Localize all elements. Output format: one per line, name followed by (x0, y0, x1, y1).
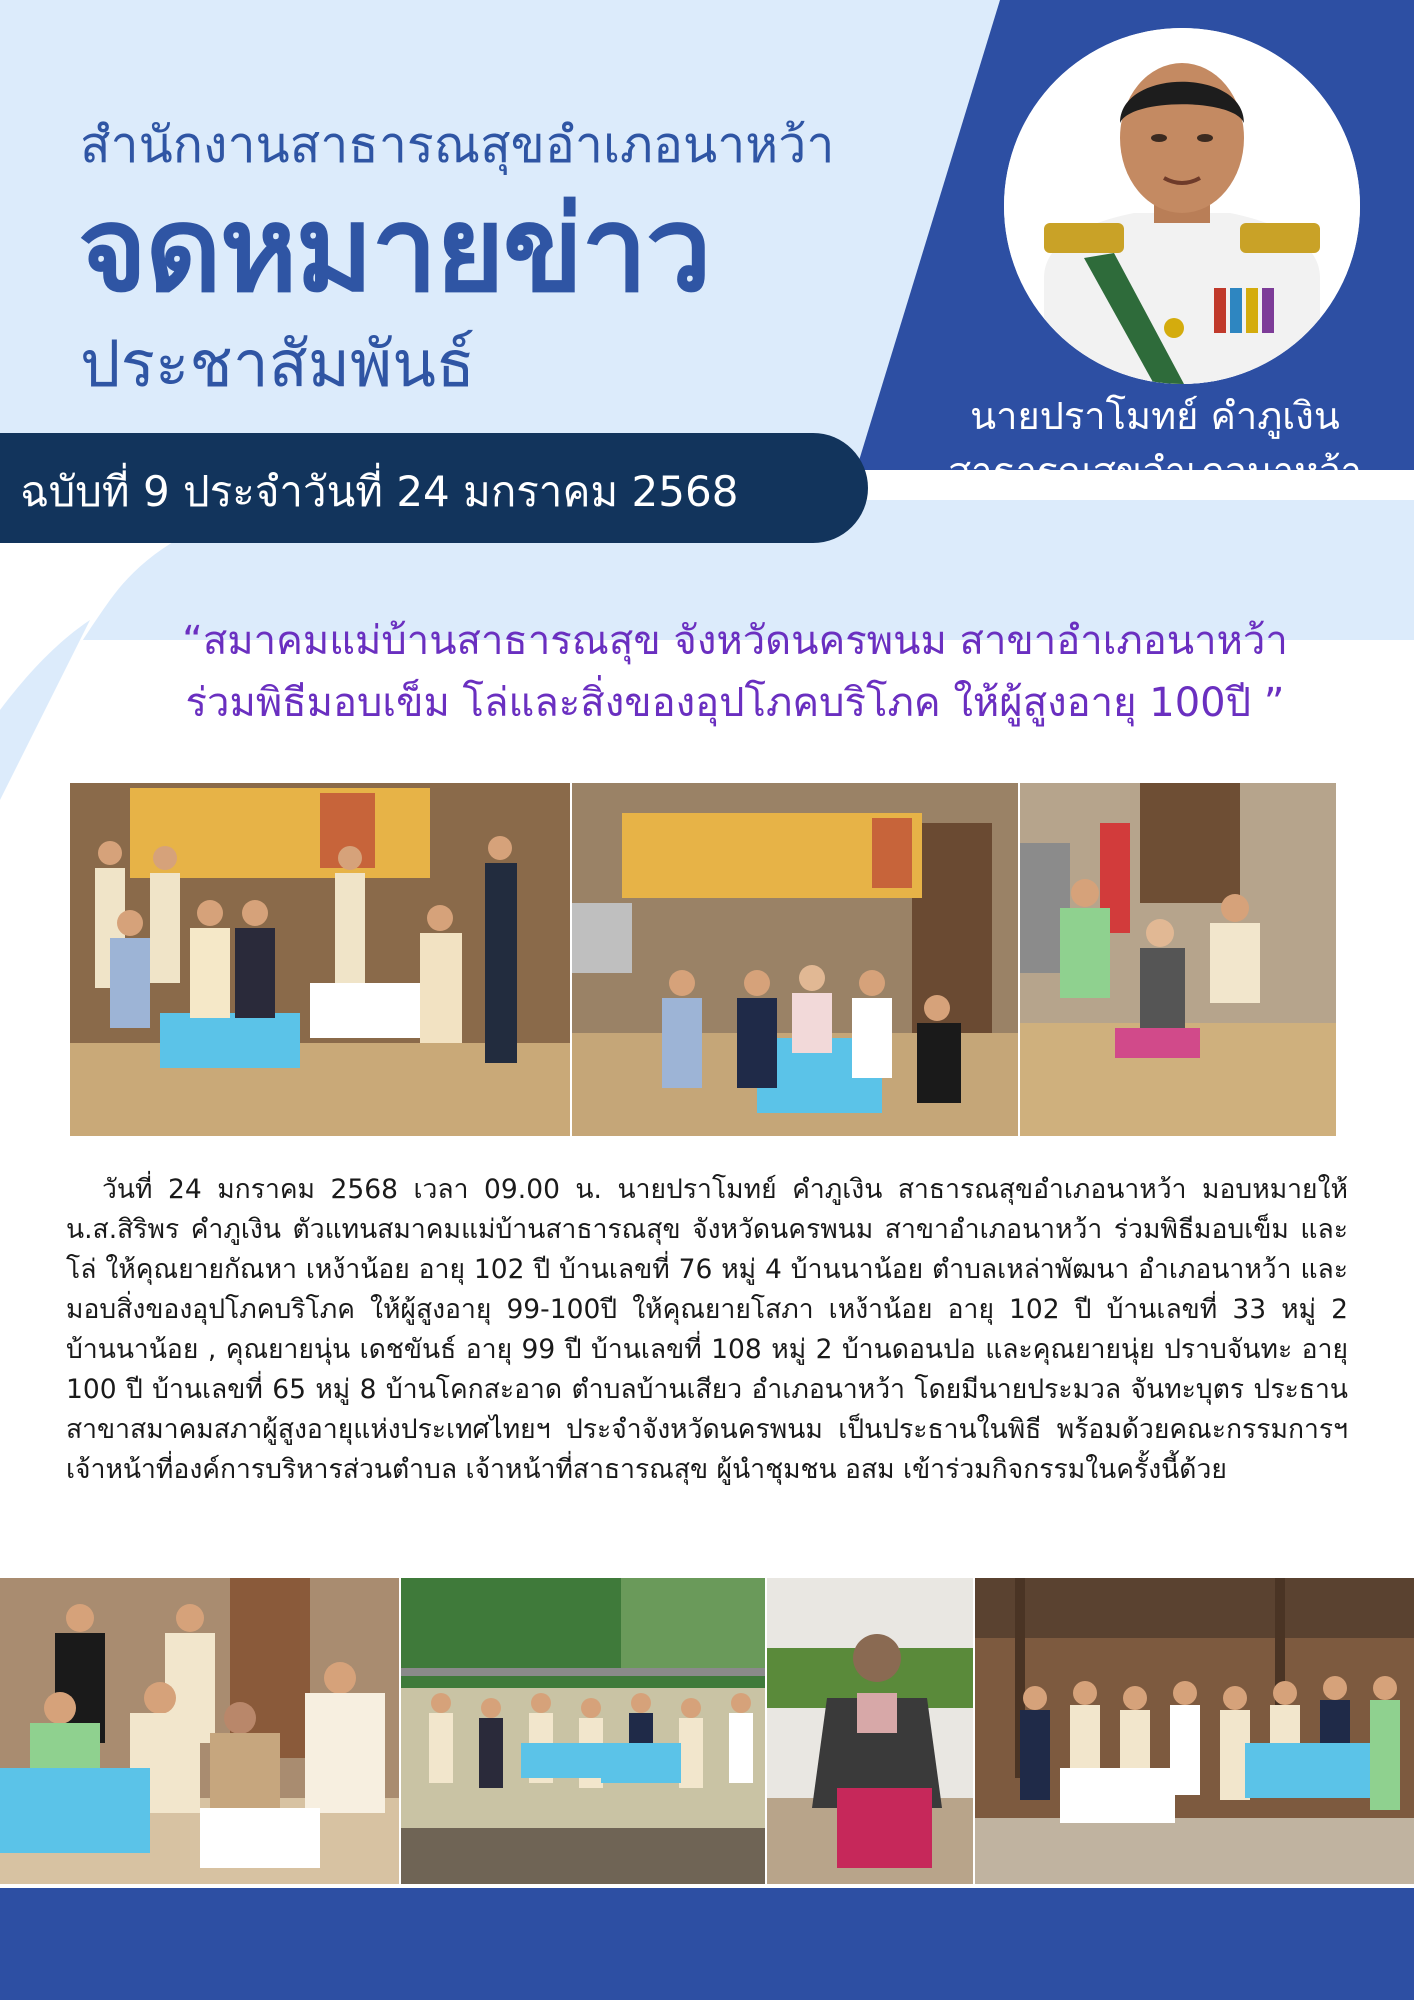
event-photo (70, 783, 570, 1136)
person-title: สาธารณสุขอำเภอนาหว้า (948, 449, 1362, 493)
headline-line-2: ร่วมพิธีมอบเข็ม โล่และสิ่งของอุปโภคบริโภค ให้ผู้สูงอายุ 100ปี ” (185, 680, 1285, 726)
portrait-photo (1004, 28, 1360, 384)
headline-line-1: “สมาคมแม่บ้านสาธารณสุข จังหวัดนครพนม สาขาอำเภอนาหว้า (182, 618, 1288, 664)
event-photo (1020, 783, 1336, 1136)
issue-text: ฉบับที่ 9 ประจำวันที่ 24 มกราคม 2568 (20, 467, 739, 516)
person-name: นายปราโมทย์ คำภูเงิน (970, 394, 1340, 438)
footer-bar (0, 1888, 1414, 2000)
newsletter-subtitle: ประชาสัมพันธ์ (80, 328, 475, 402)
org-name: สำนักงานสาธารณสุขอำเภอนาหว้า (80, 116, 835, 174)
top-photo-strip (70, 783, 1336, 1136)
newsletter-title: จดหมายข่าว (78, 180, 710, 318)
bottom-photo-strip (0, 1578, 1414, 1884)
event-photo (401, 1578, 765, 1884)
article-body: วันที่ 24 มกราคม 2568 เวลา 09.00 น. นายปราโมทย์ คำภูเงิน สาธารณสุขอำเภอนาหว้า มอบหมายให้ น.ส.สิริพร คำภูเงิน ตัวแทนสมาคมแม่บ้านสาธารณสุข จังหวัดนครพนม สาขาอำเภอนาหว้า ร่วมพิธีมอบเข็ม และโล่ ให้คุณยายกัณหา เหง้าน้อย อายุ 102 ปี บ้านเลขที่ 76 หมู่ 4 บ้านนาน้อย ตำบลเหล่าพัฒนา อำเภอนาหว้า และมอบสิ่งของอุปโภคบริโภค ให้ผู้สูงอายุ 99-100ปี ให้คุณยายโสภา เหง้าน้อย อายุ 102 ปี บ้านเลขที่ 33 หมู่ 2 บ้านนาน้อย , คุณยายนุ่น เดชขันธ์ อายุ 99 ปี บ้านเลขที่ 108 หมู่ 2 บ้านดอนปอ และคุณยายนุ่ย ปราบจันทะ อายุ 100 ปี บ้านเลขที่ 65 หมู่ 8 บ้านโคกสะอาด ตำบลบ้านเสียว อำเภอนาหว้า โดยมีนายประมวล จันทะบุตร ประธานสาขาสมาคมสภาผู้สูงอายุแห่งประเทศไทยฯ ประจำจังหวัดนครพนม เป็นประธานในพิธี พร้อมด้วยคณะกรรมการฯ เจ้าหน้าที่องค์การบริหารส่วนตำบล เจ้าหน้าที่สาธารณสุข ผู้นำชุมชน อสม เข้าร่วมกิจกรรมในครั้งนี้ด้วย (66, 1174, 1348, 1485)
portrait-image (1004, 28, 1360, 384)
event-photo (572, 783, 1018, 1136)
event-photo (0, 1578, 399, 1884)
event-photo (767, 1578, 973, 1884)
headline (120, 610, 1350, 734)
event-photo (975, 1578, 1414, 1884)
issue-banner (0, 433, 868, 543)
